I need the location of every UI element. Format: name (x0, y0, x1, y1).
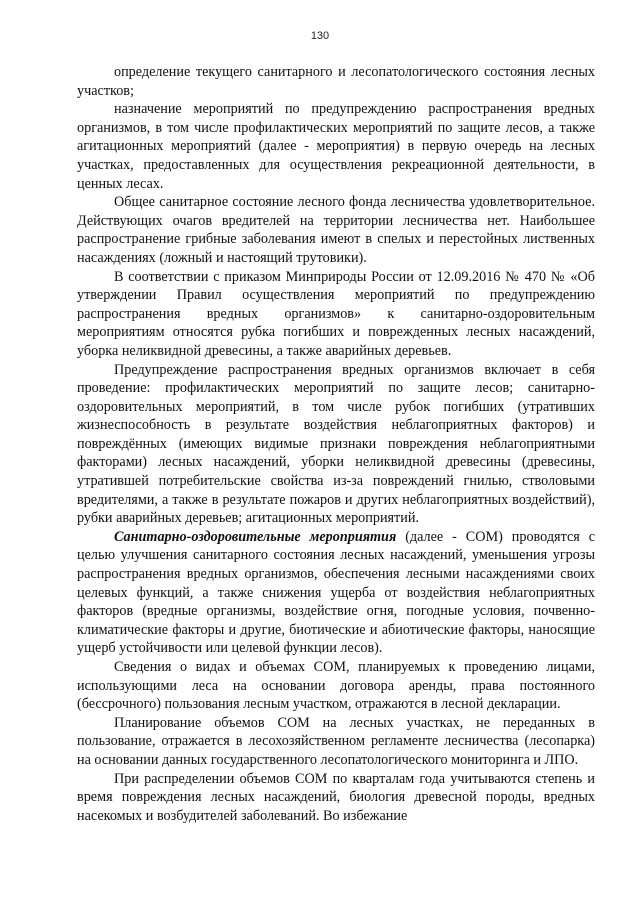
paragraph-som-planning: Планирование объемов СОМ на лесных участках, не переданных в пользование, отражается в лесохозяйственном регламенте лесничества (лесопарка) на основании данных государственного лесопатологического мониторинга и ЛПО. (77, 714, 595, 768)
paragraph-som-declaration: Сведения о видах и объемах СОМ, планируемых к проведению лицами, использующими леса на основании договора аренды, права постоянного (бессрочного) пользования лесным участком, отражаются в лесной декларации. (77, 659, 595, 713)
paragraph-som-definition (77, 528, 595, 658)
paragraph-measures-assignment: назначение мероприятий по предупреждению распространения вредных организмов, в том числе профилактических мероприятий по защите лесов, а также агитационных мероприятий (далее - мероприятия) в первую очередь на лесных участках, предоставленных для осуществления рекреационной деятельности, в ценных лесах. (77, 101, 595, 192)
term-som: Санитарно-оздоровительные мероприятия (114, 528, 397, 545)
term-som-description: (далее - СОМ) проводятся с целью улучшения санитарного состояния лесных насаждений, уменьшения угрозы распространения вредных организмов, обеспечения лесными насаждениями своих целевых функций, а также снижения ущерба от воздействия неблагоприятных факторов (вредные организмы, воздействие огня, погодные условия, почвенно-климатические факторы и другие, биотические и абиотические факторы, наносящие ущерб устойчивости или целевой функции лесов). (77, 528, 595, 657)
paragraph-sanitary-assessment: определение текущего санитарного и лесопатологического состояния лесных участков; (77, 64, 595, 99)
paragraph-order-reference: В соответствии с приказом Минприроды России от 12.09.2016 № 470 № «Об утверждении Правил осуществления мероприятий по предупреждению распространения вредных организмов» к санитарно-оздоровительным мероприятиям относятся рубка погибших и поврежденных лесных насаждений, уборка неликвидной древесины, а также аварийных деревьев. (77, 268, 595, 359)
page-number: 130 (310, 30, 330, 42)
paragraph-prevention-measures: Предупреждение распространения вредных организмов включает в себя проведение: профилактических мероприятий по защите лесов; санитарно-оздоровительных мероприятий, в том числе рубок погибших (утративших жизнеспособность в результате воздействия неблагоприятных факторов) и повреждённых (имеющих видимые признаки повреждения неблагоприятными факторами) лесных насаждений, уборки неликвидной древесины (древесины, утратившей потребительские свойства из-за повреждений гнилью, стволовыми вредителями, а также в результате пожаров и других неблагоприятных воздействий), рубки аварийных деревьев; агитационных мероприятий. (77, 361, 595, 527)
document-body (77, 63, 595, 825)
paragraph-som-distribution: При распределении объемов СОМ по кварталам года учитываются степень и время повреждения лесных насаждений, биология древесной породы, вредных насекомых и возбудителей заболеваний. Во избежание (77, 770, 595, 824)
paragraph-general-condition: Общее санитарное состояние лесного фонда лесничества удовлетворительное. Действующих очагов вредителей на территории лесничества нет. Наибольшее распространение грибные заболевания имеют в спелых и перестойных лиственных насаждениях (ложный и настоящий трутовики). (77, 194, 595, 266)
